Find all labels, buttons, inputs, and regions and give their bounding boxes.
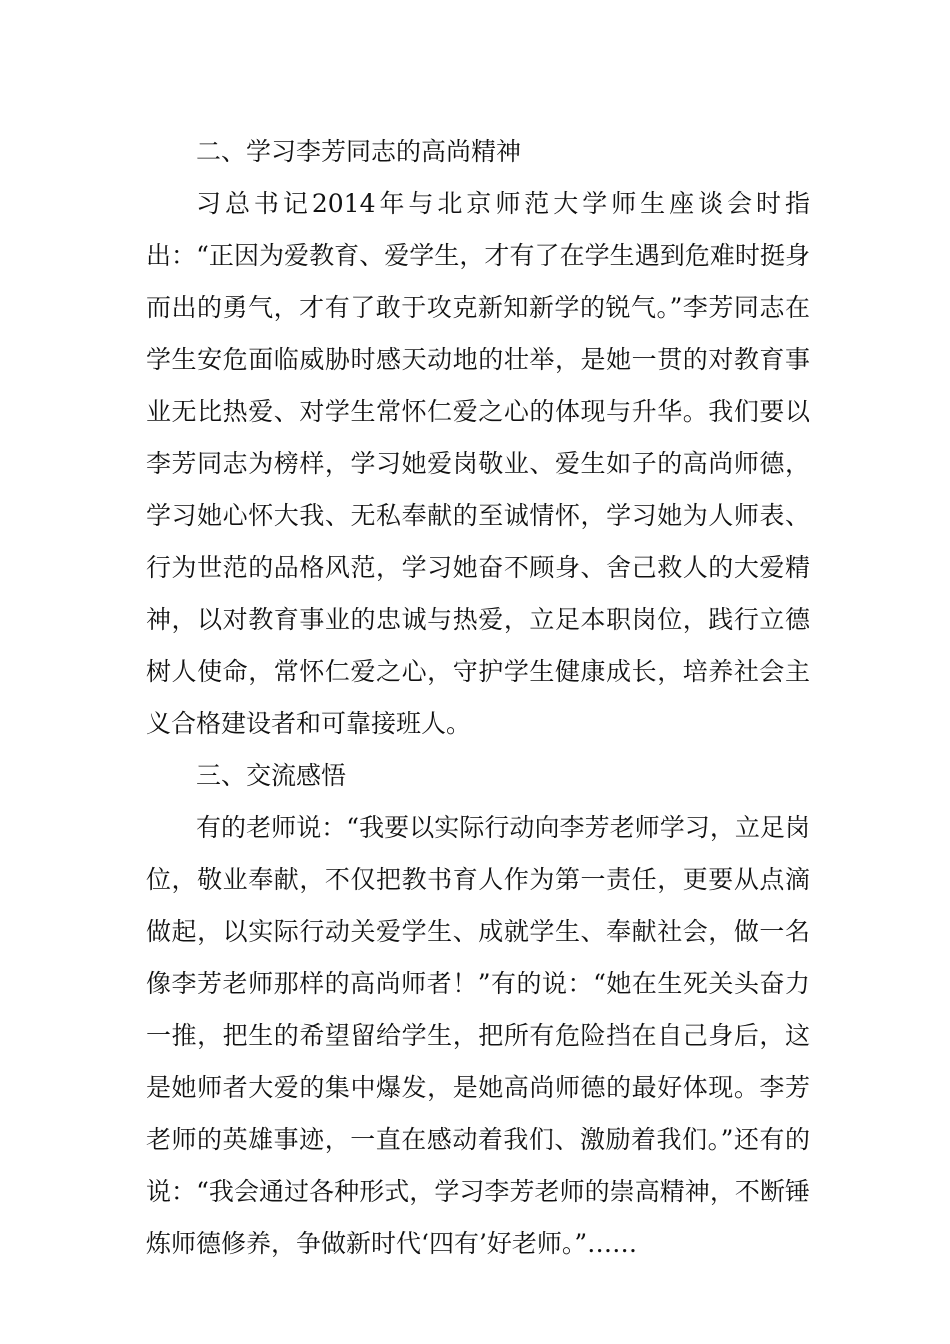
section-paragraph-3: 有的老师说：“我要以实际行动向李芳老师学习，立足岗位，敬业奉献，不仅把教书育人作为第一责任，更要从点滴做起，以实际行动关爱学生、成就学生、奉献社会，做一名像李芳老师那样的高尚师者！”有的说：“她在生死关头奋力一推，把生的希望留给学生，把所有危险挡在自己身后，这是她师者大爱的集中爆发，是她高尚师德的最好体现。李芳老师的英雄事迹，一直在感动着我们、激励着我们。”还有的说：“我会通过各种形式，学习李芳老师的崇高精神，不断锤炼师德修养，争做新时代‘四有’好老师。”…… — [146, 813, 810, 1258]
section-heading-3: 三、交流感悟 — [196, 761, 347, 790]
section-heading-2: 二、学习李芳同志的高尚精神 — [196, 137, 522, 166]
section-paragraph-2: 习总书记2014年与北京师范大学师生座谈会时指出：“正因为爱教育、爱学生，才有了在学生遇到危难时挺身而出的勇气，才有了敢于攻克新知新学的锐气。”李芳同志在学生安危面临威胁时感天动地的壮举，是她一贯的对教育事业无比热爱、对学生常怀仁爱之心的体现与升华。我们要以李芳同志为榜样，学习她爱岗敬业、爱生如子的高尚师德，学习她心怀大我、无私奉献的至诚情怀，学习她为人师表、行为世范的品格风范，学习她奋不顾身、舍己救人的大爱精神，以对教育事业的忠诚与热爱，立足本职岗位，践行立德树人使命，常怀仁爱之心，守护学生健康成长，培养社会主义合格建设者和可靠接班人。 — [146, 189, 810, 738]
document-body — [146, 126, 810, 1270]
